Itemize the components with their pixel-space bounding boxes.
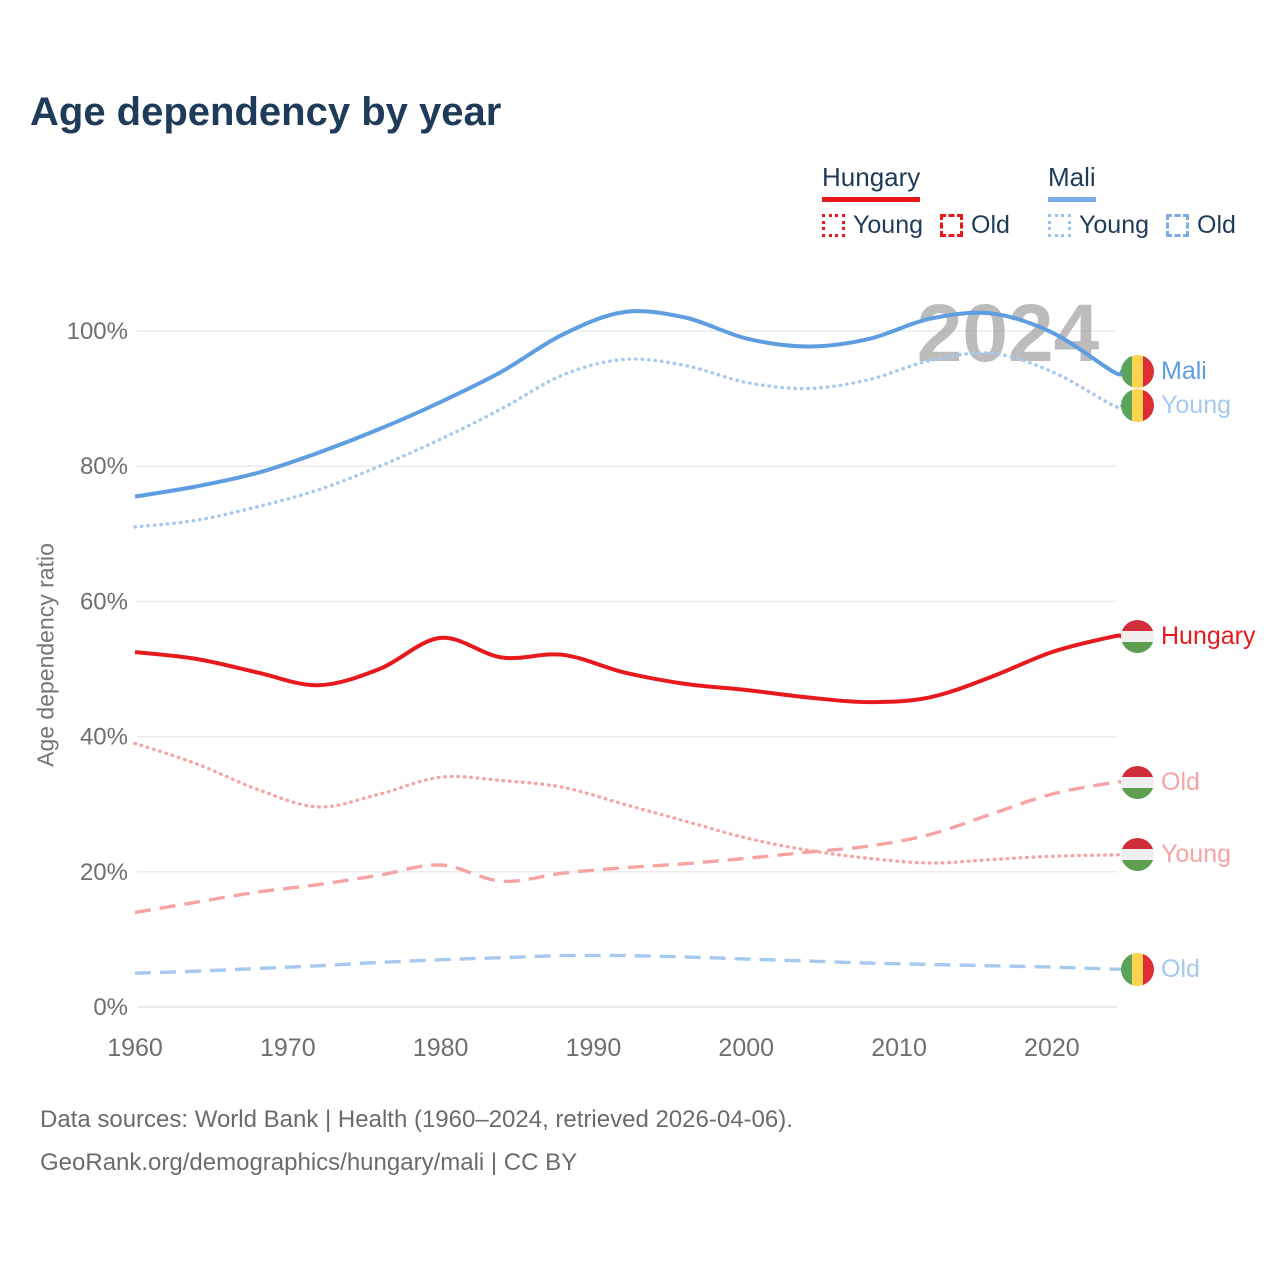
y-tick-label: 100%	[66, 318, 128, 345]
legend-title-hungary[interactable]: Hungary	[822, 162, 920, 202]
end-label-text-mali-old: Old	[1161, 954, 1200, 983]
watermark-year: 2024	[916, 288, 1100, 379]
footer	[40, 1098, 793, 1184]
end-label-hungary-old	[1121, 766, 1200, 800]
y-tick-label: 40%	[79, 723, 128, 751]
end-label-text-hungary-old: Old	[1161, 768, 1200, 797]
hungary-flag-icon	[1121, 766, 1154, 799]
end-label-text-hungary-total: Hungary	[1161, 622, 1256, 651]
hungary-flag-icon	[1121, 838, 1154, 871]
footer-attribution: GeoRank.org/demographics/hungary/mali | CC BY	[40, 1149, 578, 1176]
end-label-hungary-total	[1121, 620, 1256, 654]
end-label-mali-total	[1121, 355, 1207, 389]
end-label-hungary-young	[1121, 838, 1231, 872]
legend-label-mali-young: Young	[1079, 211, 1149, 239]
series-line-mali-young	[135, 353, 1122, 527]
mali-flag-icon	[1121, 389, 1154, 422]
x-tick-label: 1980	[412, 1034, 469, 1062]
mali-flag-icon	[1121, 355, 1154, 388]
y-tick-label: 0%	[93, 994, 128, 1021]
series-line-mali-old	[135, 955, 1122, 973]
legend-label-hungary-old: Old	[971, 211, 1010, 239]
x-tick-label: 1970	[259, 1034, 316, 1062]
series-line-hungary-young	[135, 743, 1122, 863]
mali-flag-icon	[1121, 953, 1154, 986]
legend-label-hungary-young: Young	[853, 211, 923, 239]
end-label-mali-young	[1121, 388, 1231, 422]
x-tick-label: 1990	[565, 1034, 622, 1062]
y-tick-label: 60%	[79, 588, 128, 616]
legend-label-mali-old: Old	[1197, 211, 1236, 239]
end-label-mali-old	[1121, 952, 1200, 986]
y-axis-title: Age dependency ratio	[32, 543, 59, 767]
x-tick-label: 2020	[1024, 1034, 1080, 1062]
end-label-text-mali-total: Mali	[1161, 357, 1207, 386]
end-label-text-mali-young: Young	[1161, 390, 1231, 419]
page-title: Age dependency by year	[30, 90, 502, 134]
y-tick-label: 80%	[79, 453, 128, 481]
footer-data-sources: Data sources: World Bank | Health (1960–2024, retrieved 2026-04-06).	[40, 1106, 793, 1133]
end-label-text-hungary-young: Young	[1161, 840, 1231, 869]
series-line-hungary-total	[135, 635, 1122, 702]
y-tick-label: 20%	[79, 858, 128, 886]
legend-title-mali[interactable]: Mali	[1048, 162, 1096, 202]
hungary-flag-icon	[1121, 620, 1154, 653]
x-tick-label: 1960	[107, 1034, 163, 1062]
x-tick-label: 2010	[871, 1034, 927, 1062]
series-line-hungary-old	[135, 782, 1122, 913]
x-tick-label: 2000	[718, 1034, 775, 1062]
